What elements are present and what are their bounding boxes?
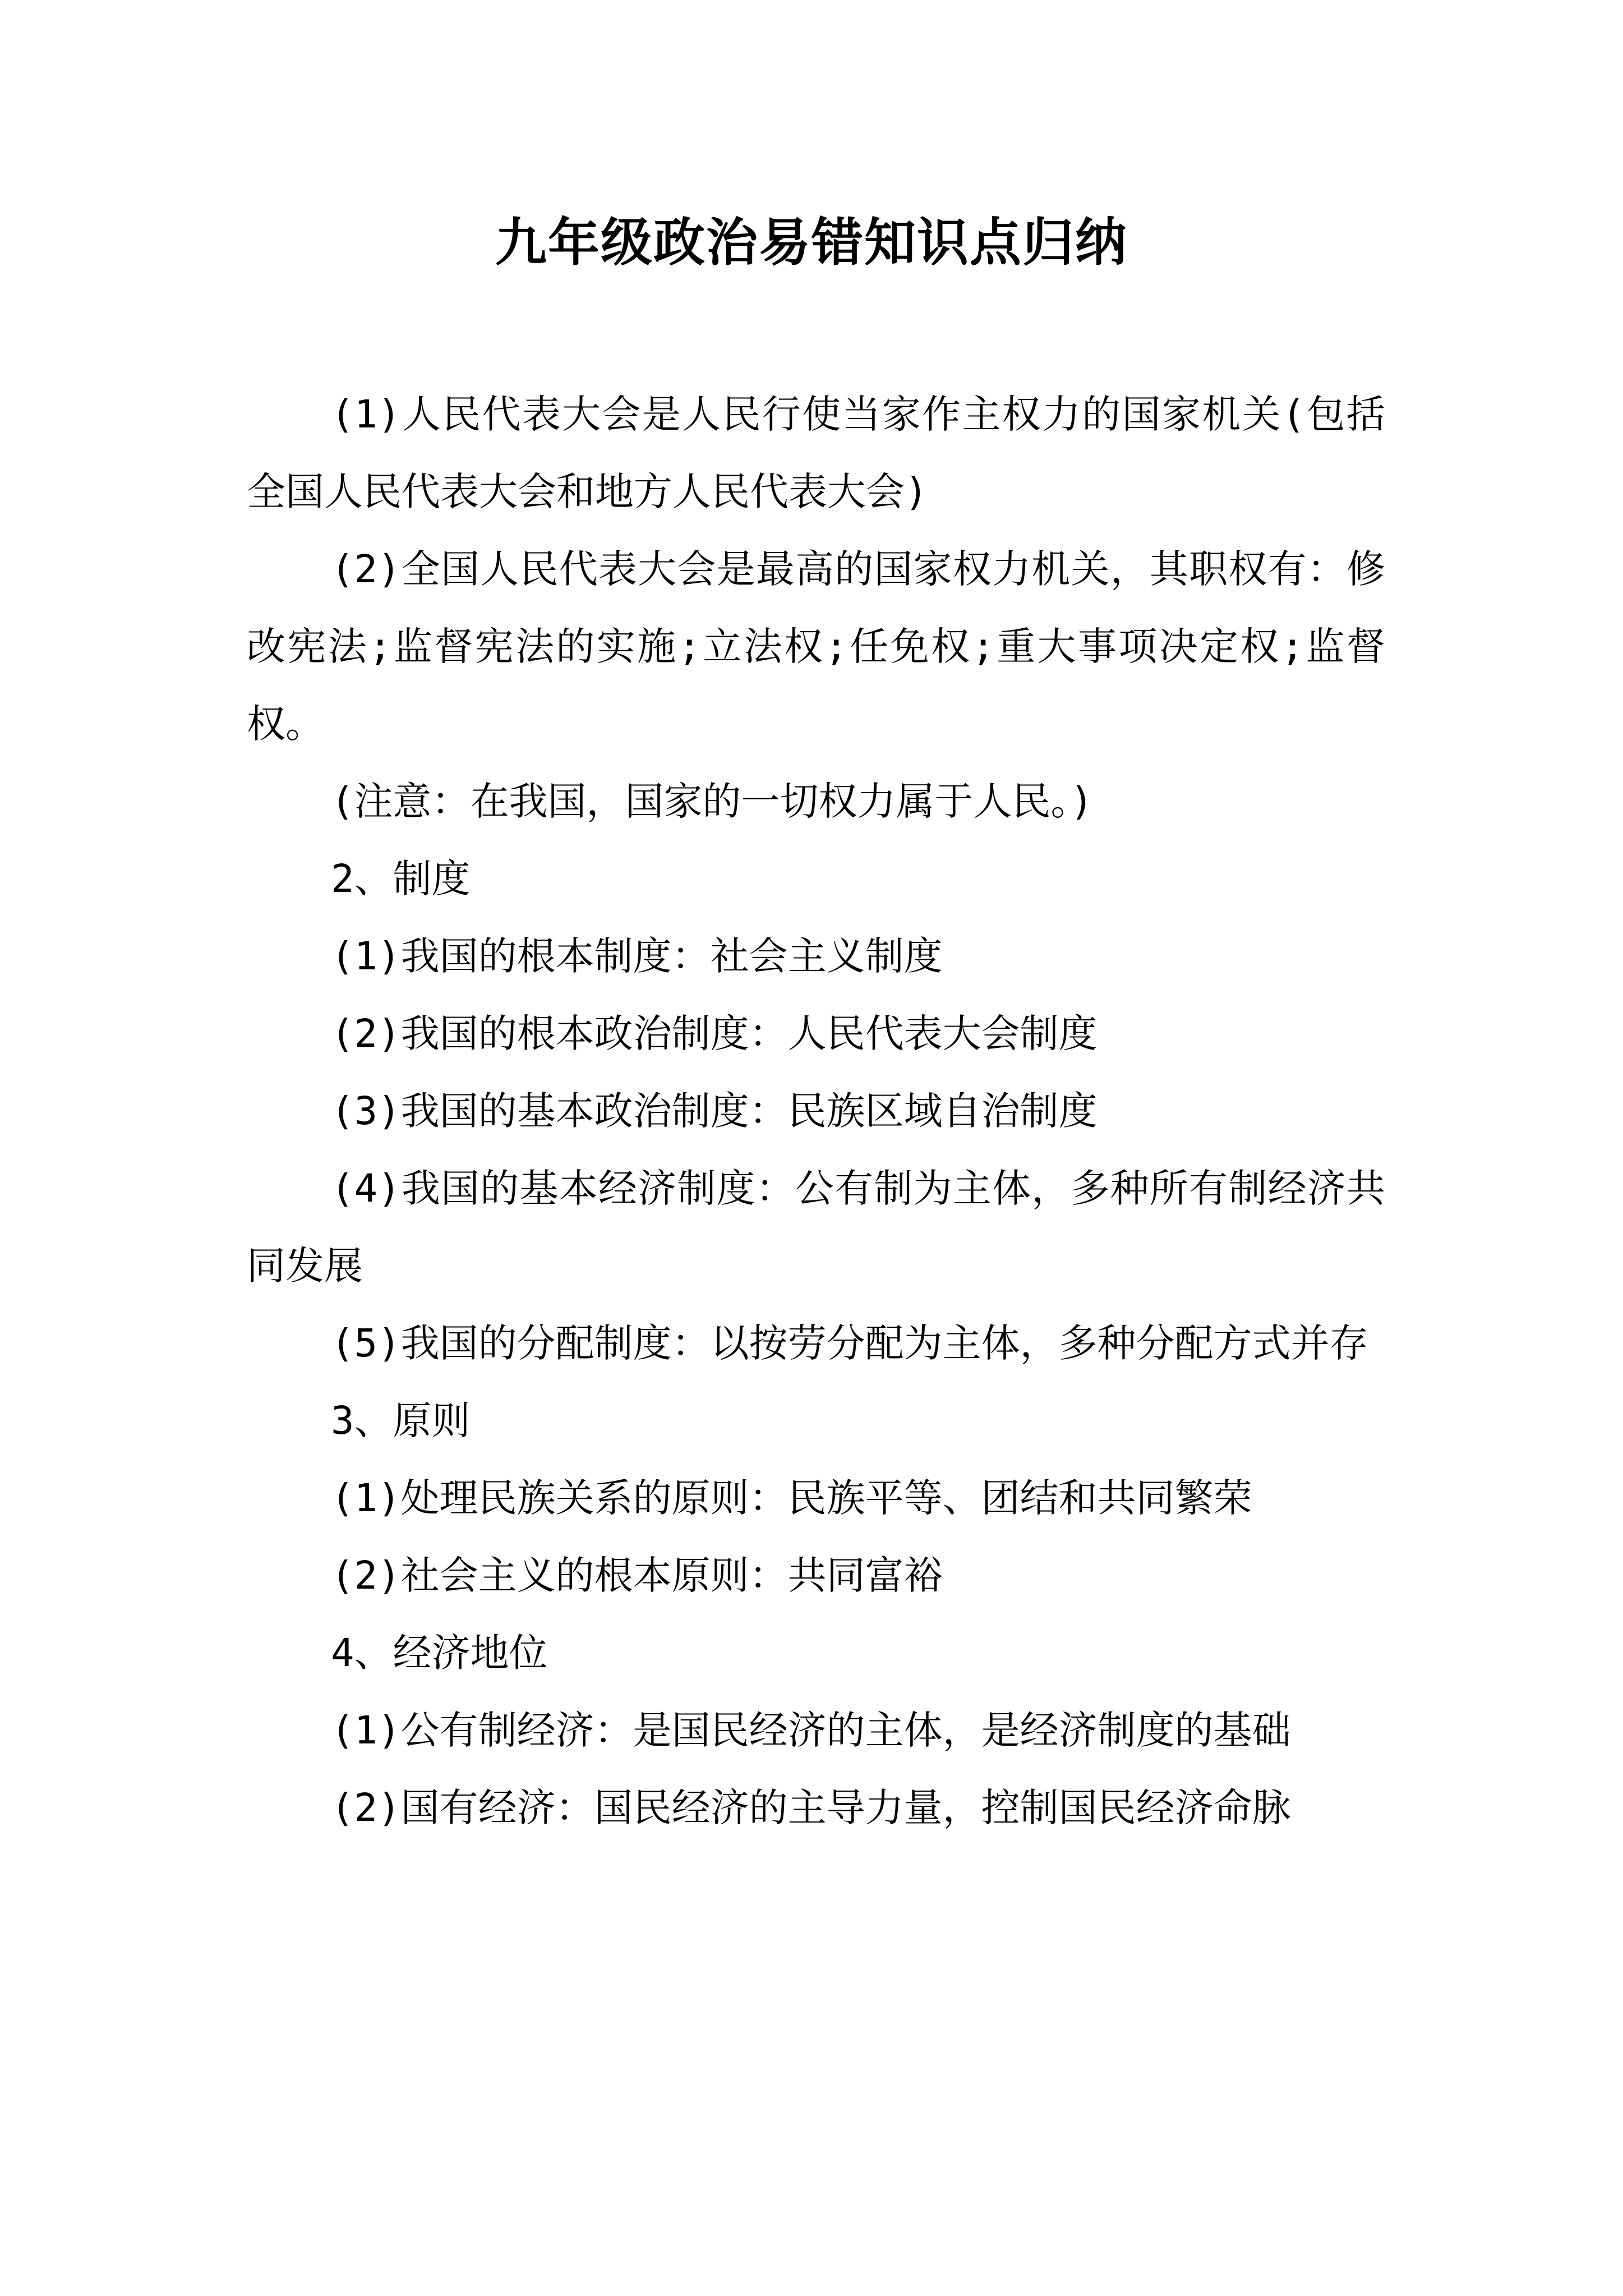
- paragraph: (2)国有经济：国民经济的主导力量，控制国民经济命脉: [331, 1786, 1291, 1830]
- paragraph: (2)社会主义的根本原则：共同富裕: [331, 1553, 943, 1598]
- paragraph: (4)我国的基本经济制度：公有制为主体，多种所有制经济共同发展: [247, 1166, 1385, 1289]
- section-heading: 3、原则: [331, 1398, 471, 1443]
- paragraph: (5)我国的分配制度：以按劳分配为主体，多种分配方式并存: [331, 1321, 1368, 1366]
- paragraph: (1)公有制经济：是国民经济的主体，是经济制度的基础: [331, 1708, 1291, 1753]
- paragraph: (注意：在我国，国家的一切权力属于人民。): [331, 779, 1094, 824]
- paragraph: (2)全国人民代表大会是最高的国家权力机关，其职权有：修改宪法;监督宪法的实施;立法权;任免权;重大事项决定权;监督权。: [247, 547, 1385, 747]
- section-heading: 4、经济地位: [331, 1631, 548, 1676]
- section-heading: 2、制度: [331, 857, 471, 901]
- paragraph: (3)我国的基本政治制度：民族区域自治制度: [331, 1089, 1098, 1134]
- document-title: 九年级政治易错知识点归纳: [495, 212, 1128, 273]
- paragraph: (1)我国的根本制度：社会主义制度: [331, 934, 943, 979]
- paragraph: (1)人民代表大会是人民行使当家作主权力的国家机关(包括全国人民代表大会和地方人民代表大会): [247, 392, 1385, 514]
- paragraph: (2)我国的根本政治制度：人民代表大会制度: [331, 1011, 1098, 1056]
- paragraph: (1)处理民族关系的原则：民族平等、团结和共同繁荣: [331, 1476, 1252, 1521]
- document-body: [247, 376, 1385, 1847]
